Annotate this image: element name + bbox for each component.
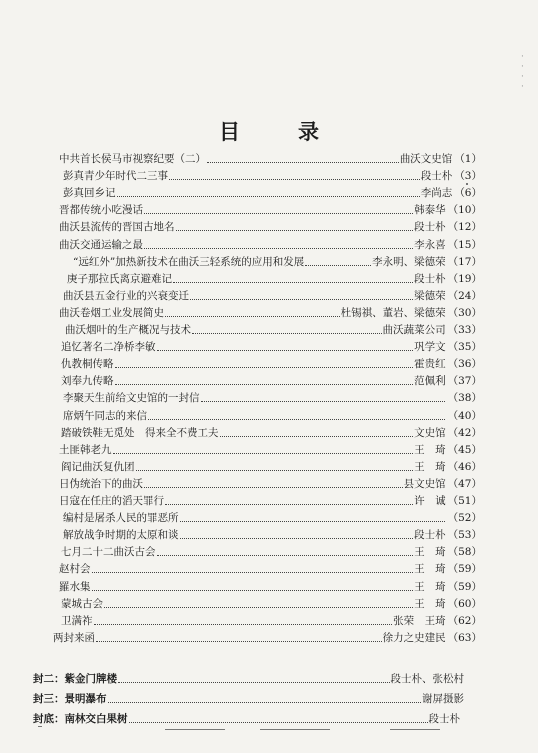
toc-entry [61,338,482,356]
dot-leader [157,349,414,351]
entry-author: 许 诚 [414,495,446,507]
entry-title: 彭真青少年时代二三事 [63,170,168,183]
entry-title: 庚子那拉氏离京避难记 [67,272,172,285]
cover-credit [33,690,464,708]
entry-page-number: （38） [447,392,482,405]
toc-entry [59,201,482,219]
cover-label: 封底：南林交白果树 [33,713,128,725]
entry-page-number: （62） [447,614,482,627]
entry-title: “远红外”加热新技术在曲沃三轻系统的应用和发展 [73,255,305,268]
entry-title: 刘奉九传略 [61,375,114,388]
scan-speck [466,183,468,185]
cover-credit [33,670,464,688]
entry-author: 韩泰华 [414,204,446,217]
entry-author: 巩学文 [414,341,446,354]
entry-author: 王 琦 [414,443,446,456]
scan-mark: · · · · [521,52,524,92]
dot-leader [157,554,414,556]
toc-entry [61,612,482,630]
toc-entry [63,407,482,425]
entry-page-number: （24） [447,289,482,302]
entry-author: 段士朴 [414,221,446,234]
toc-entry [59,475,482,493]
entry-page-number: （51） [447,495,482,507]
dot-leader [115,383,414,385]
page-title: 目录 [219,119,377,144]
entry-author: 李永明、梁德荣 [372,255,446,268]
toc-entry [67,270,482,288]
dot-leader [144,247,413,249]
dot-leader [117,195,420,197]
entry-author: 梁德荣 [414,289,446,302]
entry-author: 王 琦 [414,597,446,610]
entry-title: 彭真回乡记 [63,187,116,200]
entry-title: 追忆著名二净桥李敏 [61,341,156,354]
entry-title: 李聚天生前给文史馆的一封信 [63,392,200,405]
entry-title: 日寇在任庄的滔天罪行 [59,495,164,507]
toc-entry [59,492,482,510]
scan-speck [38,726,42,727]
toc-entry [59,218,482,236]
entry-author: 杜锡祺、董岩、梁德荣 [340,306,446,319]
cover-author: 段士朴、张松村 [390,673,464,685]
entry-page-number: （36） [447,358,482,371]
entry-page-number: （12） [447,221,482,234]
toc-entry [65,321,482,339]
cover-label: 封二：紫金门牌楼 [33,673,117,685]
dot-leader [144,486,403,488]
dot-leader [220,435,414,437]
entry-title: 曲沃县五金行业的兴衰变迁 [63,289,189,302]
dot-leader [180,520,445,522]
toc-entry [61,595,482,613]
entry-title: 曲沃交通运输之最 [59,238,143,251]
toc-entry [53,629,482,647]
cover-credit [33,710,460,728]
toc-entry [61,424,482,442]
dot-leader [192,332,382,334]
dot-leader [115,366,414,368]
dot-leader [207,161,399,163]
cover-author: 段士朴 [428,713,460,725]
entry-page-number: （59） [447,563,482,576]
entry-page-number: （60） [447,597,482,610]
dot-leader [108,701,422,703]
entry-title: 晋都传统小吃漫话 [59,204,143,217]
dot-leader [129,721,428,723]
dot-leader [148,418,445,420]
entry-page-number: （33） [447,324,482,336]
entry-page-number: （45） [447,443,482,456]
dot-leader [169,178,420,180]
entry-title: 阎记曲沃复仇团 [61,460,135,473]
entry-title: 编村是屠杀人民的罪恶所 [63,512,179,525]
entry-author: 王 琦 [414,563,446,576]
dot-leader [165,315,340,317]
entry-title: 土匪韩老九 [59,443,112,456]
entry-title: 七月二十二曲沃古会 [61,546,156,559]
toc-entry [61,355,482,373]
entry-author: 张荣 王琦 [393,614,446,627]
entry-title: 踏破铁鞋无觅处 得来全不费工夫 [61,426,219,439]
entry-author: 王 琦 [414,546,446,559]
entry-page-number: （35） [447,341,482,354]
entry-page-number: （63） [447,631,482,644]
entry-author: 曲沃文史馆 [399,153,453,165]
entry-title: 日伪统治下的曲沃 [59,477,143,490]
entry-author: 范佩利 [414,375,446,388]
entry-page-number: （6） [454,187,482,200]
entry-author: 李永喜 [414,238,446,251]
entry-page-number: （59） [447,580,482,593]
entry-author: 李尚志 [420,187,453,200]
entry-page-number: （19） [447,272,482,285]
entry-page-number: （3） [454,170,482,183]
toc-entry [61,543,482,561]
scan-speck [390,729,440,730]
dot-leader [180,537,414,539]
dot-leader [118,681,390,683]
entry-author: 王 琦 [414,580,446,593]
toc-entry [59,150,482,168]
toc-entry [59,441,482,459]
entry-page-number: （40） [447,409,482,422]
entry-page-number: （30） [447,306,482,319]
entry-author: 曲沃蔬菜公司 [382,324,446,336]
dot-leader [92,589,414,591]
entry-page-number: （1） [454,153,482,165]
entry-author: 县文史馆 [403,477,446,490]
entry-page-number: （53） [447,529,482,542]
toc-entry [59,560,482,578]
toc-entry [63,389,482,407]
entry-page-number: （15） [447,238,482,251]
entry-title: 曲沃县流传的晋国古地名 [59,221,175,234]
entry-page-number: （52） [447,512,482,525]
entry-page-number: （37） [447,375,482,388]
entry-title: 解放战争时期的太原和谈 [63,529,179,542]
toc-entry [63,167,482,185]
toc-entry [63,526,482,544]
entry-author: 段士朴 [414,529,446,542]
toc-entry [63,509,482,527]
cover-author: 谢屏摄影 [422,693,464,705]
dot-leader [173,281,413,283]
entry-title: 仇教桐传略 [61,358,114,371]
entry-page-number: （58） [447,546,482,559]
dot-leader [113,452,414,454]
dot-leader [165,503,413,505]
entry-page-number: （47） [447,477,482,490]
entry-author: 王 琦 [414,460,446,473]
entry-page-number: （42） [447,426,482,439]
entry-page-number: （17） [447,255,482,268]
toc-entry [59,236,482,254]
toc-entry [59,578,482,596]
entry-title: 蒙城古会 [61,597,103,610]
entry-author: 徐力之史建民 [382,631,446,644]
scan-speck [165,729,225,730]
entry-title: 席炳午同志的来信 [63,409,147,422]
entry-author: 文史馆 [414,426,446,439]
entry-page-number: （46） [447,460,482,473]
dot-leader [201,400,445,402]
entry-author: 霍贵红 [414,358,446,371]
toc-entry [73,253,482,271]
entry-title: 羅水集 [59,580,91,593]
toc-entry [63,184,482,202]
scan-speck [260,729,330,730]
dot-leader [92,571,414,573]
dot-leader [190,298,413,300]
dot-leader [136,469,414,471]
toc-entry [59,304,482,322]
toc-entry [61,372,482,390]
dot-leader [94,623,393,625]
entry-title: 曲沃烟叶的生产概况与技术 [65,324,191,336]
entry-author: 段士朴 [420,170,453,183]
entry-title: 卫满祚 [61,614,93,627]
entry-title: 赵村会 [59,563,91,576]
dot-leader [104,606,413,608]
dot-leader [96,640,382,642]
entry-title: 中共首长侯马市视察纪要（二） [59,153,206,165]
dot-leader [176,229,414,231]
entry-title: 曲沃卷烟工业发展简史 [59,306,164,319]
cover-label: 封三：景明瀑布 [33,693,107,705]
dot-leader [305,264,371,266]
entry-title: 两封来函 [53,631,95,644]
toc-entry [61,458,482,476]
toc-entry [63,287,482,305]
dot-leader [144,212,413,214]
entry-author: 段士朴 [414,272,446,285]
entry-page-number: （10） [447,204,482,217]
